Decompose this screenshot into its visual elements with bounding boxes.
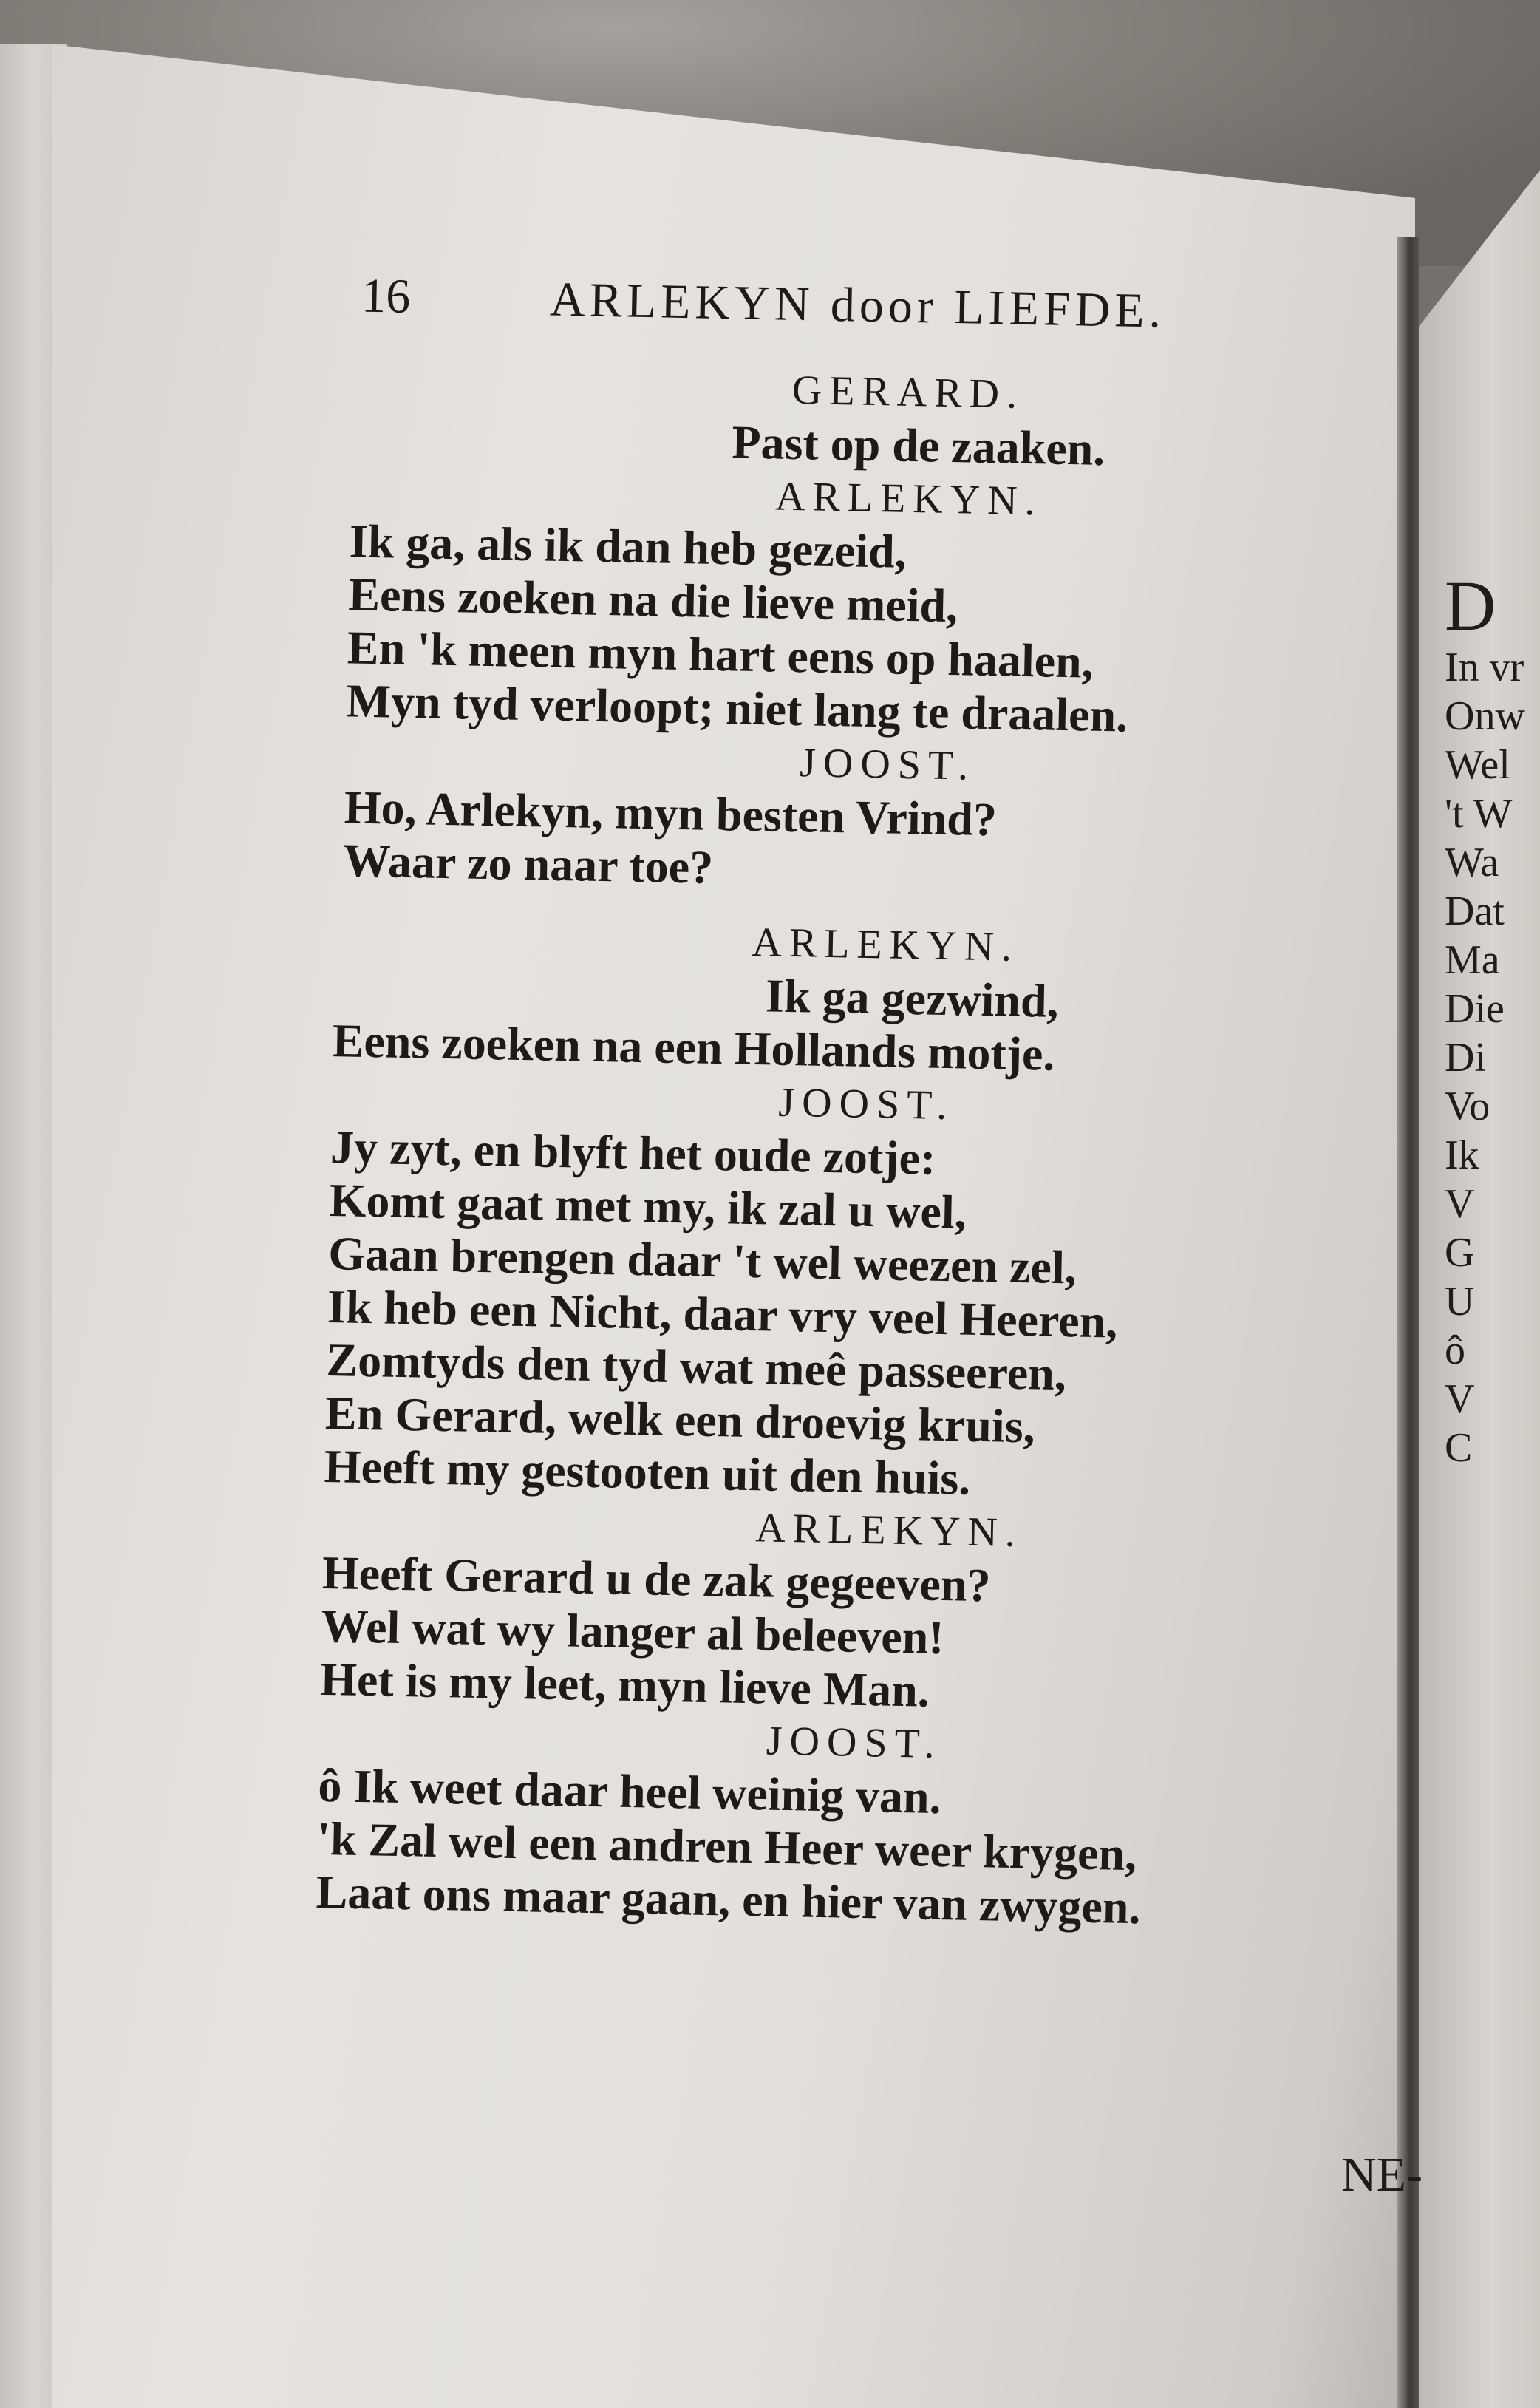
verse-line: Heeft Gerard u de zak gegeeven? <box>321 1545 992 1612</box>
facing-page-line: Ma <box>1445 937 1500 983</box>
verse-line: ô Ik weet daar heel weinig van. <box>317 1758 942 1824</box>
verse-line: Waar zo naar toe? <box>342 834 714 894</box>
verse-line: Wel wat wy langer al beleeven! <box>321 1599 945 1664</box>
verse-line: Gaan brengen daar 't wel weezen zel, <box>327 1227 1077 1294</box>
verse-line: Myn tyd verloopt; niet lang te draalen. <box>346 674 1128 742</box>
facing-page-line: G <box>1445 1230 1475 1276</box>
facing-page-line: Di <box>1445 1035 1486 1081</box>
verse-line: Eens zoeken na die lieve meid, <box>347 568 958 633</box>
verse-line: Heeft my gestooten uit den huis. <box>324 1439 971 1505</box>
verse-line: Ik ga gezwind, <box>765 969 1060 1027</box>
facing-page-lines <box>1445 643 1540 1472</box>
verse-line: En 'k meen myn hart eens op haalen, <box>347 621 1094 688</box>
page-number: 16 <box>361 268 411 324</box>
speaker-name: JOOST. <box>766 1718 943 1768</box>
facing-page-line: V <box>1445 1376 1475 1422</box>
speaker-name: ARLEKYN. <box>774 473 1043 525</box>
verse-line: Ik heb een Nicht, daar vry veel Heeren, <box>327 1280 1118 1348</box>
verse-line: Zomtyds den tyd wat meê passeeren, <box>325 1333 1067 1401</box>
verse-line: Het is my leet, myn lieve Man. <box>319 1652 930 1717</box>
verse-line: Eens zoeken na een Hollands motje. <box>332 1014 1056 1081</box>
facing-page-text <box>1445 569 1540 1604</box>
facing-page-line: Vo <box>1445 1084 1490 1129</box>
verse-line: Jy zyt, en blyft het oude zotje: <box>330 1120 937 1185</box>
catchword: NE- <box>1341 2148 1423 2202</box>
verse-line: Ik ga, als ik dan heb gezeid, <box>349 514 907 578</box>
running-title: ARLEKYN door LIEFDE. <box>549 272 1166 339</box>
facing-page-line: Wa <box>1445 840 1499 885</box>
verse-line: Laat ons maar gaan, en hier van zwygen. <box>316 1865 1142 1934</box>
verse-line: Past op de zaaken. <box>731 415 1106 476</box>
speaker-name: GERARD. <box>791 367 1025 418</box>
facing-page-line: 't W <box>1445 791 1513 837</box>
facing-page-line: In vr <box>1445 644 1524 690</box>
facing-page-line: V <box>1445 1181 1475 1227</box>
facing-page-line: Dat <box>1445 888 1505 934</box>
verse-line: Komt gaat met my, ik zal u wel, <box>329 1174 967 1239</box>
facing-page-line: Die <box>1445 986 1505 1032</box>
facing-page-line: Ik <box>1445 1132 1479 1178</box>
verse-line: Ho, Arlekyn, myn besten Vrind? <box>344 780 998 846</box>
speaker-name: ARLEKYN. <box>751 919 1020 970</box>
speaker-name: JOOST. <box>799 740 976 789</box>
facing-page-line: Onw <box>1445 693 1525 739</box>
speaker-name: JOOST. <box>777 1079 955 1129</box>
facing-page-line: Wel <box>1445 742 1510 788</box>
verse-line: En Gerard, welk een droevig kruis, <box>324 1387 1036 1453</box>
dialogue <box>304 355 1406 1939</box>
page-text <box>304 266 1408 1939</box>
facing-page-line: C <box>1445 1425 1473 1471</box>
facing-page-line: U <box>1445 1279 1475 1324</box>
verse-line: 'k Zal wel een andren Heer weer krygen, <box>316 1812 1137 1881</box>
facing-page-initial: D <box>1445 569 1496 645</box>
speaker-name: ARLEKYN. <box>754 1505 1023 1557</box>
facing-page-line: ô <box>1445 1327 1465 1373</box>
